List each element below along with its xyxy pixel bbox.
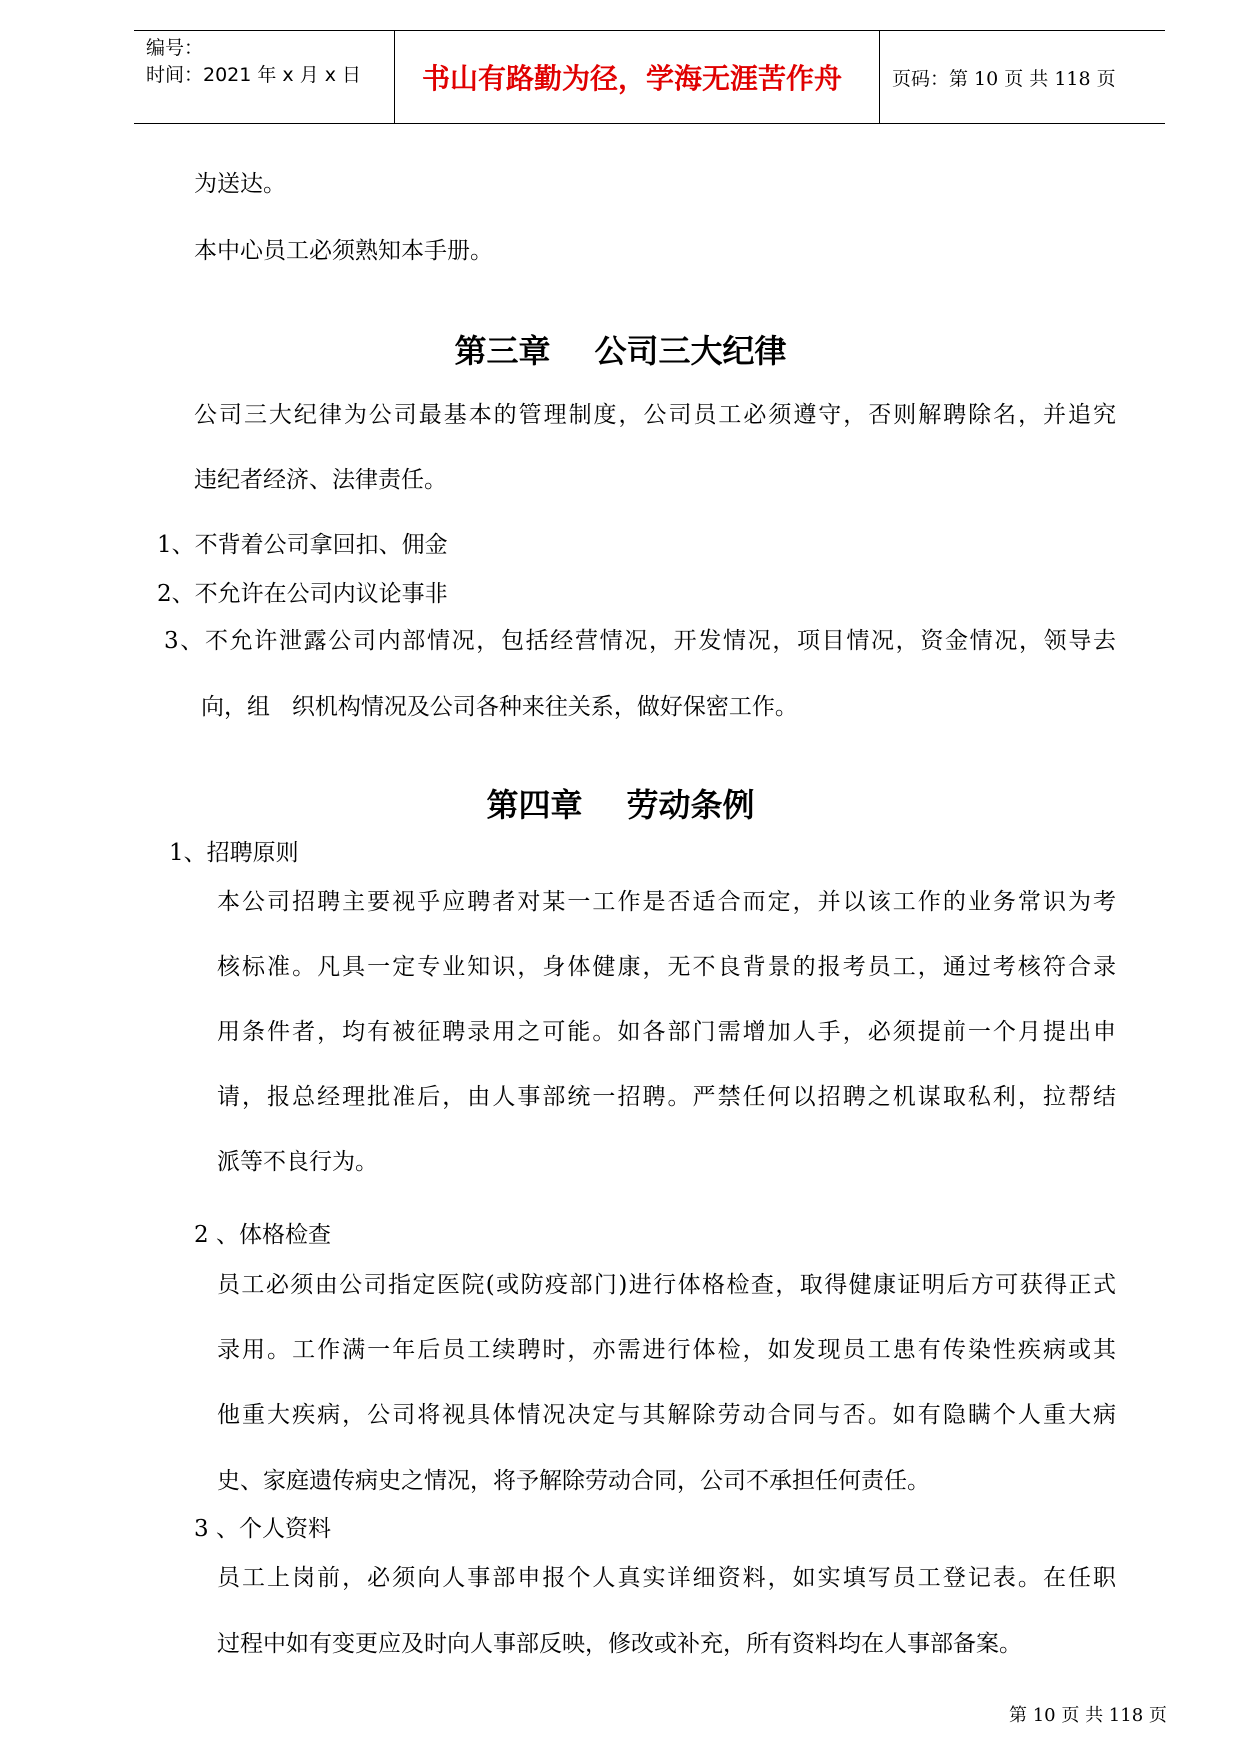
- paragraph: 他重大疾病，公司将视具体情况决定与其解除劳动合同与否。如有隐瞒个人重大病: [217, 1402, 1116, 1428]
- paragraph: 过程中如有变更应及时向人事部反映，修改或补充，所有资料均在人事部备案。: [217, 1631, 1022, 1657]
- chapter-title: 劳动条例: [626, 786, 755, 824]
- chapter-title: 公司三大纪律: [594, 332, 787, 370]
- page-header: [134, 30, 1165, 124]
- header-meta: [146, 35, 361, 89]
- paragraph: 本公司招聘主要视乎应聘者对某一工作是否适合而定，并以该工作的业务常识为考: [217, 889, 1116, 915]
- document-time: 时间：2021 年 x 月 x 日: [146, 64, 362, 86]
- chapter-3-heading: [0, 326, 1241, 372]
- list-item: 2、不允许在公司内议论事非: [157, 581, 448, 607]
- paragraph: 派等不良行为。: [217, 1149, 378, 1175]
- list-item: 向，组 织机构情况及公司各种来往关系，做好保密工作。: [201, 694, 798, 720]
- paragraph: 录用。工作满一年后员工续聘时，亦需进行体检，如发现员工患有传染性疾病或其: [217, 1337, 1116, 1363]
- page-footer: 第 10 页 共 118 页: [1009, 1705, 1167, 1726]
- paragraph: 员工必须由公司指定医院(或防疫部门)进行体格检查，取得健康证明后方可获得正式: [217, 1272, 1116, 1298]
- paragraph: 为送达。: [194, 171, 286, 197]
- document-number-label: 编号：: [146, 37, 204, 59]
- chapter-number: 第四章: [486, 786, 583, 824]
- list-item: 1、不背着公司拿回扣、佣金: [157, 532, 448, 558]
- section-title: 1、招聘原则: [169, 840, 299, 866]
- paragraph: 核标准。凡具一定专业知识，身体健康，无不良背景的报考员工，通过考核符合录: [217, 954, 1116, 980]
- section-title: 2 、体格检查: [194, 1222, 331, 1248]
- header-page-code: 页码：第 10 页 共 118 页: [892, 67, 1116, 90]
- paragraph: 公司三大纪律为公司最基本的管理制度，公司员工必须遵守，否则解聘除名，并追究: [194, 402, 1116, 428]
- chapter-number: 第三章: [454, 332, 551, 370]
- header-motto: 书山有路勤为径，学海无涯苦作舟: [421, 62, 842, 95]
- paragraph: 用条件者，均有被征聘录用之可能。如各部门需增加人手，必须提前一个月提出申: [217, 1019, 1116, 1045]
- paragraph: 违纪者经济、法律责任。: [194, 467, 447, 493]
- list-item: 3、不允许泄露公司内部情况，包括经营情况，开发情况，项目情况，资金情况，领导去: [164, 628, 1116, 654]
- paragraph: 本中心员工必须熟知本手册。: [194, 238, 493, 264]
- paragraph: 请，报总经理批准后，由人事部统一招聘。严禁任何以招聘之机谋取私利，拉帮结: [217, 1084, 1116, 1110]
- section-title: 3 、个人资料: [194, 1516, 331, 1542]
- chapter-4-heading: [0, 780, 1241, 826]
- header-divider: [879, 31, 880, 123]
- paragraph: 史、家庭遗传病史之情况，将予解除劳动合同，公司不承担任何责任。: [217, 1468, 930, 1494]
- paragraph: 员工上岗前，必须向人事部申报个人真实详细资料，如实填写员工登记表。在任职: [217, 1565, 1116, 1591]
